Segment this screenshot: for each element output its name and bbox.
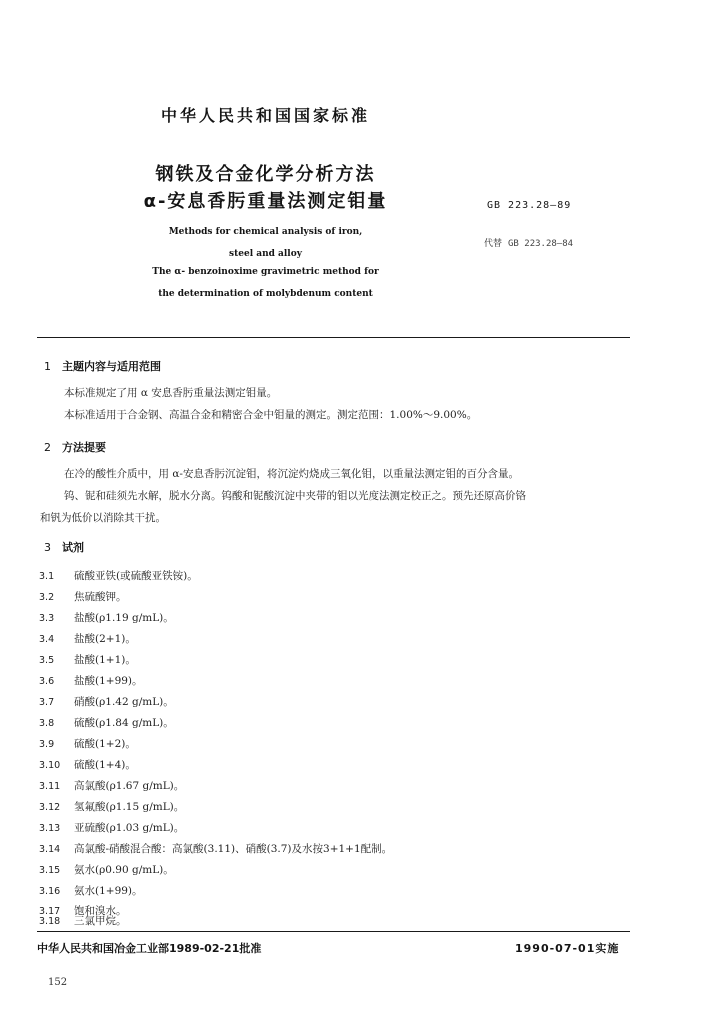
reagent-item xyxy=(39,631,136,646)
reagent-text: 高氯酸-硝酸混合酸：高氯酸(3.11)、硝酸(3.7)及水按3+1+1配制。 xyxy=(74,843,393,855)
reagent-number: 3.18 xyxy=(39,916,61,927)
section-1-heading xyxy=(44,358,161,374)
english-title-line-2: steel and alloy xyxy=(229,249,302,259)
reagent-text: 高氯酸(ρ1.67 g/mL)。 xyxy=(74,780,185,792)
reagent-text: 硫酸(1+2)。 xyxy=(74,738,136,750)
section-2-title: 方法提要 xyxy=(62,441,106,454)
english-title-line-3: The α- benzoinoxime gravimetric method for xyxy=(152,267,379,277)
reagent-item xyxy=(39,715,174,730)
reagent-number: 3.12 xyxy=(39,802,61,813)
reagent-text: 氨水(ρ0.90 g/mL)。 xyxy=(74,864,174,876)
reagent-text: 硫酸(ρ1.84 g/mL)。 xyxy=(74,717,174,729)
page-number: 152 xyxy=(48,977,68,988)
reagent-number: 3.17 xyxy=(39,906,61,917)
english-title-line-1: Methods for chemical analysis of iron, xyxy=(168,227,363,237)
reagent-text: 氨水(1+99)。 xyxy=(74,885,143,897)
reagent-text: 盐酸(1+99)。 xyxy=(74,675,143,687)
reagent-text: 三氯甲烷。 xyxy=(74,915,127,927)
reagent-text: 焦硫酸钾。 xyxy=(74,591,127,603)
reagent-item xyxy=(39,799,184,814)
reagent-number: 3.6 xyxy=(39,676,55,687)
reagent-item xyxy=(39,778,184,793)
section-3-number: 3 xyxy=(44,541,51,554)
section-3-heading xyxy=(44,539,84,555)
standard-code: GB 223.28—89 xyxy=(487,200,572,211)
reagent-text: 氢氟酸(ρ1.15 g/mL)。 xyxy=(74,801,185,813)
implementation-date: 1990-07-01实施 xyxy=(515,942,620,955)
footer-divider xyxy=(37,931,630,932)
reagent-number: 3.14 xyxy=(39,844,61,855)
replaces-label: 代替 xyxy=(484,239,503,249)
english-title-line-4: the determination of molybdenum content xyxy=(158,289,373,299)
reagent-number: 3.11 xyxy=(39,781,61,792)
reagent-item xyxy=(39,883,143,898)
reagent-number: 3.16 xyxy=(39,886,61,897)
section-1-paragraph-2: 本标准适用于合金钢、高温合金和精密合金中钼量的测定。测定范围：1.00%～9.00%。 xyxy=(64,409,478,421)
section-1-title: 主题内容与适用范围 xyxy=(62,360,161,373)
reagent-number: 3.9 xyxy=(39,739,55,750)
issuing-authority-title: 中华人民共和国国家标准 xyxy=(160,106,370,125)
reagent-item xyxy=(39,652,136,667)
reagent-item xyxy=(39,673,143,688)
reagent-item xyxy=(39,757,136,772)
reagent-number: 3.5 xyxy=(39,655,55,666)
reagent-text: 盐酸(ρ1.19 g/mL)。 xyxy=(74,612,174,624)
section-2-heading xyxy=(44,439,106,455)
section-1-paragraph-1: 本标准规定了用 α 安息香肟重量法测定钼量。 xyxy=(64,387,278,399)
reagent-text: 盐酸(2+1)。 xyxy=(74,633,136,645)
reagent-number: 3.15 xyxy=(39,865,61,876)
reagent-item xyxy=(39,610,174,625)
replaces-code: GB 223.28—84 xyxy=(508,239,574,249)
reagent-item xyxy=(39,841,392,856)
reagent-text: 饱和溴水。 xyxy=(74,905,127,917)
reagent-item xyxy=(39,568,198,583)
reagent-text: 硝酸(ρ1.42 g/mL)。 xyxy=(74,696,174,708)
replaces-note xyxy=(484,236,573,249)
reagent-number: 3.2 xyxy=(39,592,55,603)
approval-note: 中华人民共和国冶金工业部1989-02-21批准 xyxy=(37,942,262,955)
section-2-paragraph-1: 在冷的酸性介质中，用 α-安息香肟沉淀钼，将沉淀灼烧成三氧化钼，以重量法测定钼的百分含量。 xyxy=(64,468,519,480)
section-2-paragraph-2: 钨、铌和硅须先水解，脱水分离。钨酸和铌酸沉淀中夹带的钼以光度法测定校正之。预先还原高价铬 xyxy=(64,490,526,502)
section-2-number: 2 xyxy=(44,441,51,454)
reagent-item xyxy=(39,694,174,709)
section-3-title: 试剂 xyxy=(62,541,84,554)
section-1-number: 1 xyxy=(44,360,51,373)
reagent-number: 3.13 xyxy=(39,823,61,834)
reagent-item xyxy=(39,862,174,877)
reagent-number: 3.3 xyxy=(39,613,55,624)
reagent-text: 亚硫酸(ρ1.03 g/mL)。 xyxy=(74,822,185,834)
reagent-item xyxy=(39,820,184,835)
section-2-paragraph-3: 和钒为低价以消除其干扰。 xyxy=(40,512,166,524)
reagent-number: 3.1 xyxy=(39,571,55,582)
reagent-number: 3.4 xyxy=(39,634,55,645)
reagent-text: 硫酸亚铁(或硫酸亚铁铵)。 xyxy=(74,570,198,582)
reagent-number: 3.10 xyxy=(39,760,61,771)
reagent-number: 3.8 xyxy=(39,718,55,729)
reagent-item xyxy=(39,589,127,604)
header-divider xyxy=(37,337,630,338)
reagent-item xyxy=(39,913,127,928)
reagent-text: 盐酸(1+1)。 xyxy=(74,654,136,666)
reagent-number: 3.7 xyxy=(39,697,55,708)
reagent-item xyxy=(39,736,136,751)
reagent-text: 硫酸(1+4)。 xyxy=(74,759,136,771)
document-title-line-1: 钢铁及合金化学分析方法 xyxy=(155,164,376,185)
document-title-line-2: α-安息香肟重量法测定钼量 xyxy=(143,191,388,212)
